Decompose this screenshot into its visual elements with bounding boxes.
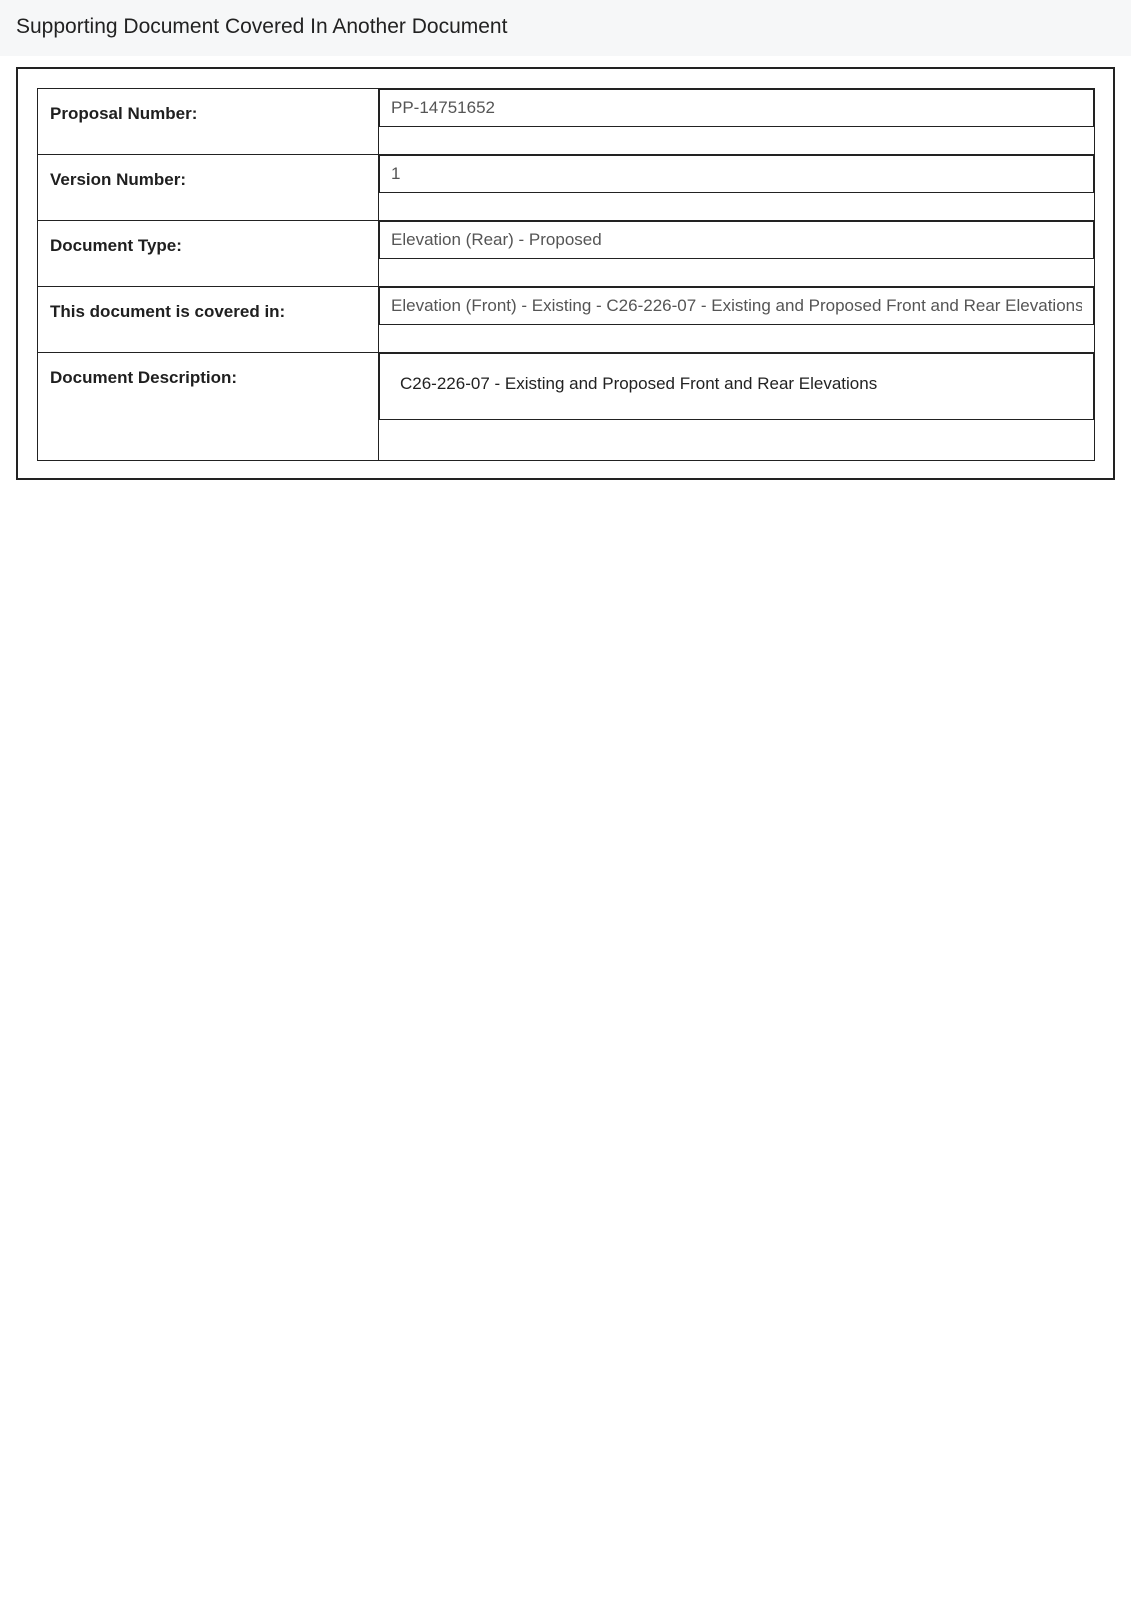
proposal-number-value-cell (379, 89, 1095, 155)
document-details-table (37, 88, 1095, 461)
proposal-number-field[interactable] (379, 89, 1094, 127)
covered-in-label-cell (38, 287, 379, 353)
document-description-label: Document Description: (50, 368, 238, 387)
proposal-number-row (38, 89, 1095, 155)
document-description-label-cell (38, 353, 379, 461)
document-description-value-cell (379, 353, 1095, 461)
document-description-field[interactable] (379, 353, 1094, 420)
version-number-field[interactable] (379, 155, 1094, 193)
page-title: Supporting Document Covered In Another Document (16, 15, 508, 38)
covered-in-field[interactable] (379, 287, 1094, 325)
document-type-label: Document Type: (50, 236, 182, 255)
proposal-number-label: Proposal Number: (50, 104, 198, 123)
covered-in-value-cell (379, 287, 1095, 353)
proposal-number-label-cell (38, 89, 379, 155)
version-number-value-cell (379, 155, 1095, 221)
version-number-label: Version Number: (50, 170, 187, 189)
document-type-value-cell (379, 221, 1095, 287)
page-header (0, 0, 1131, 56)
document-type-row (38, 221, 1095, 287)
version-number-row (38, 155, 1095, 221)
covered-in-row (38, 287, 1095, 353)
document-type-label-cell (38, 221, 379, 287)
version-number-label-cell (38, 155, 379, 221)
document-type-field[interactable] (379, 221, 1094, 259)
document-description-row (38, 353, 1095, 461)
covered-in-label: This document is covered in: (50, 302, 286, 321)
